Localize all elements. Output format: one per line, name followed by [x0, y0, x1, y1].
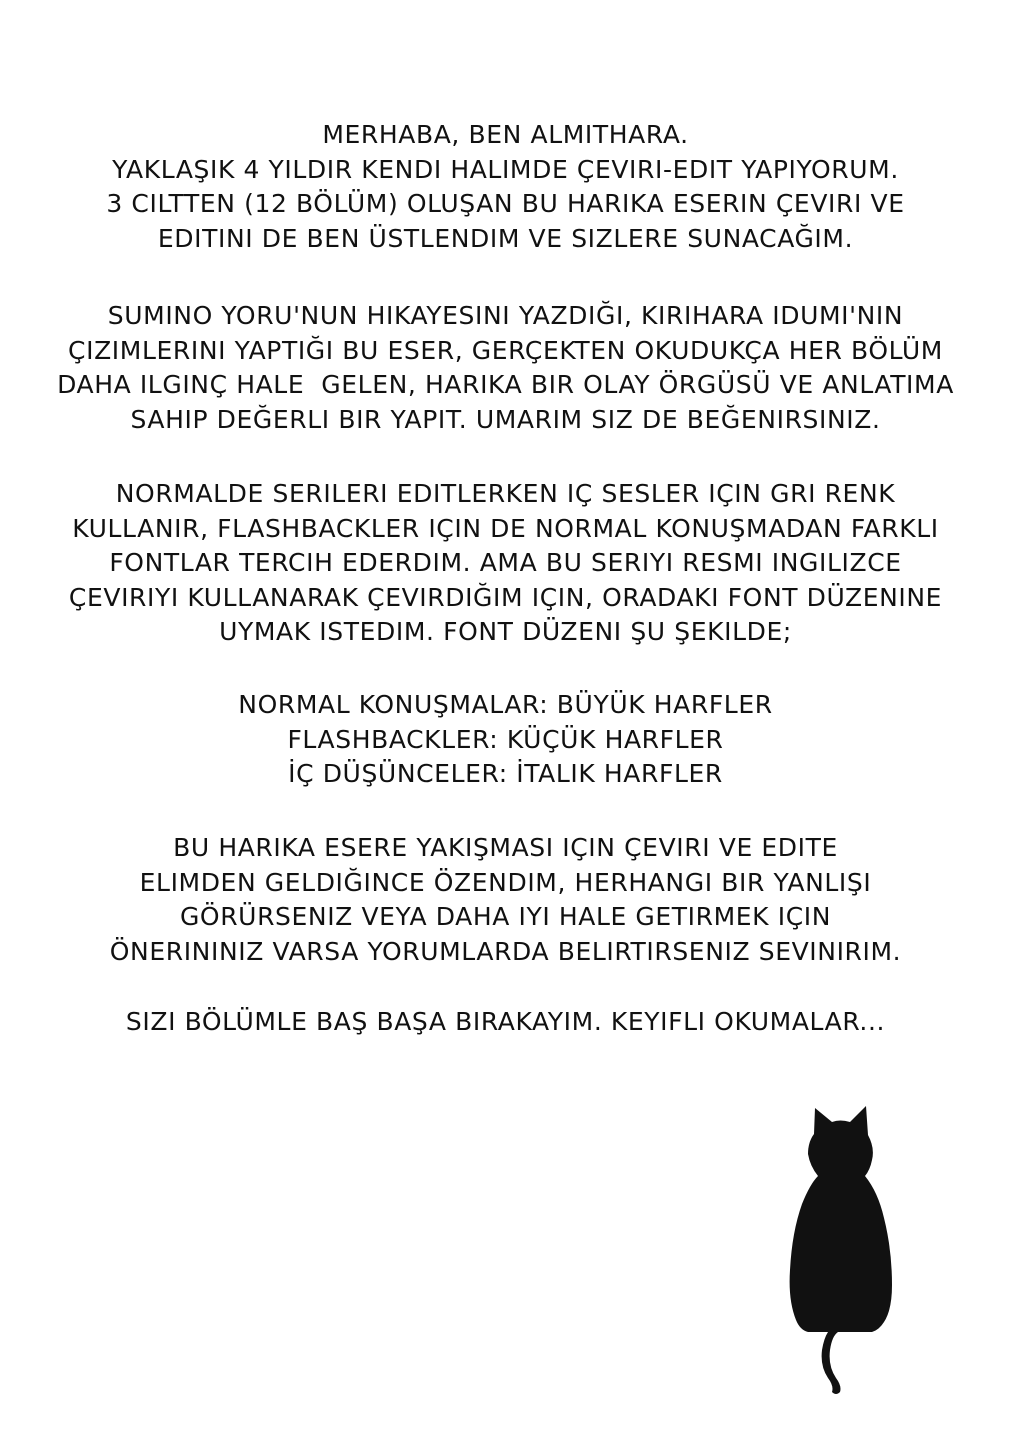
paragraph-introduction: [40, 118, 971, 256]
text-line: UYMAK ISTEDIM. FONT DÜZENI ŞU ŞEKILDE;: [219, 617, 792, 646]
text-line: NORMALDE SERILERI EDITLERKEN IÇ SESLER IÇIN GRI RENK: [115, 479, 896, 508]
text-line: FONTLAR TERCIH EDERDIM. AMA BU SERIYI RESMI INGILIZCE: [109, 548, 902, 577]
text-line: 3 CILTTEN (12 BÖLÜM) OLUŞAN BU HARIKA ESERIN ÇEVIRI VE: [106, 189, 905, 218]
paragraph-font-notes: [40, 477, 971, 650]
text-line: EDITINI DE BEN ÜSTLENDIM VE SIZLERE SUNACAĞIM.: [157, 223, 854, 253]
text-line: ÇEVIRIYI KULLANARAK ÇEVIRDIĞIM IÇIN, ORADAKI FONT DÜZENINE: [68, 582, 943, 612]
text-line: YAKLAŞIK 4 YILDIR KENDI HALIMDE ÇEVIRI-EDIT YAPIYORUM.: [112, 154, 899, 184]
paragraph-font-legend: [40, 688, 971, 792]
text-line: FLASHBACKLER: KÜÇÜK HARFLER: [287, 724, 724, 754]
text-line: SUMINO YORU'NUN HIKAYESINI YAZDIĞI, KIRIHARA IDUMI'NIN: [107, 301, 904, 330]
text-line: ÇIZIMLERINI YAPTIĞI BU ESER, GERÇEKTEN OKUDUKÇA HER BÖLÜM: [68, 335, 943, 365]
text-line: SAHIP DEĞERLI BIR YAPIT. UMARIM SIZ DE BEĞENIRSINIZ.: [130, 404, 881, 434]
text-line: KULLANIR, FLASHBACKLER IÇIN DE NORMAL KONUŞMADAN FARKLI: [72, 513, 939, 543]
text-line: SIZI BÖLÜMLE BAŞ BAŞA BIRAKAYIM. KEYIFLI OKUMALAR...: [125, 1007, 886, 1036]
paragraph-feedback: [40, 831, 971, 969]
paragraph-closing: [40, 1005, 971, 1040]
text-line: ÖNERININIZ VARSA YORUMLARDA BELIRTIRSENIZ SEVINIRIM.: [109, 936, 902, 966]
text-line: GÖRÜRSENIZ VEYA DAHA IYI HALE GETIRMEK IÇIN: [179, 902, 832, 931]
text-line: İÇ DÜŞÜNCELER: İTALIK HARFLER: [288, 759, 723, 788]
text-line: NORMAL KONUŞMALAR: BÜYÜK HARFLER: [238, 690, 773, 719]
text-line: MERHABA, BEN ALMITHARA.: [322, 120, 689, 149]
text-line: BU HARIKA ESERE YAKIŞMASI IÇIN ÇEVIRI VE EDITE: [173, 833, 838, 862]
text-line: ELIMDEN GELDIĞINCE ÖZENDIM, HERHANGI BIR YANLIŞI: [139, 867, 872, 897]
text-line: DAHA ILGINÇ HALE GELEN, HARIKA BIR OLAY ÖRGÜSÜ VE ANLATIMA: [57, 370, 954, 399]
cat-silhouette-icon: [780, 1100, 900, 1400]
paragraph-about-work: [40, 299, 971, 437]
